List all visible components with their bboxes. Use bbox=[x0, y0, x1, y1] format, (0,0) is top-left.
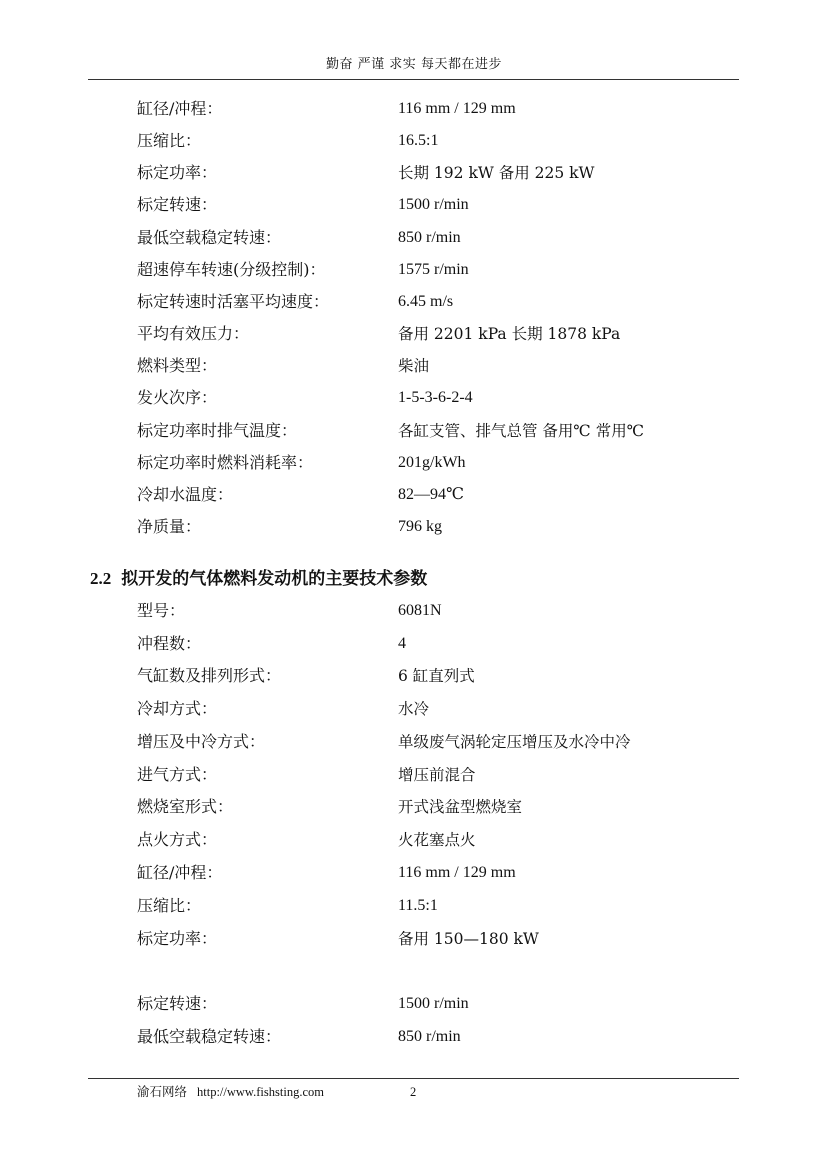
spec-label: 标定功率时排气温度： bbox=[137, 420, 298, 440]
spec-label: 冷却方式： bbox=[137, 699, 218, 718]
spec-row bbox=[0, 696, 827, 722]
spec-row bbox=[0, 794, 827, 820]
spec-row bbox=[0, 991, 827, 1017]
spec-value: 796 kg bbox=[398, 517, 442, 535]
spec-value: 开式浅盆型燃烧室 bbox=[398, 798, 523, 816]
spec-value: 116 mm / 129 mm bbox=[398, 100, 516, 117]
spec-value: 4 bbox=[398, 634, 406, 652]
spec-row bbox=[0, 827, 827, 853]
spec-label: 型号： bbox=[137, 601, 186, 620]
page-header-motto: 勤奋 严谨 求实 每天都在进步 bbox=[326, 57, 502, 72]
section-title-text: 拟开发的气体燃料发动机的主要技术参数 bbox=[121, 569, 428, 589]
spec-label: 气缸数及排列形式： bbox=[137, 666, 282, 685]
spec-label: 压缩比： bbox=[137, 895, 202, 915]
spec-label: 净质量： bbox=[137, 516, 202, 536]
page-footer bbox=[137, 1083, 324, 1101]
spec-row bbox=[0, 385, 827, 411]
spec-row bbox=[0, 353, 827, 379]
spec-label: 燃料类型： bbox=[137, 356, 218, 376]
spec-label: 冷却水温度： bbox=[137, 484, 234, 504]
spec-value: 1575 r/min bbox=[398, 260, 469, 278]
spec-row bbox=[0, 598, 827, 624]
footer-divider bbox=[88, 1078, 739, 1079]
spec-row bbox=[0, 514, 827, 540]
spec-row bbox=[0, 289, 827, 315]
spec-value: 6081N bbox=[398, 602, 442, 619]
spec-label: 超速停车转速(分级控制)： bbox=[137, 259, 326, 279]
spec-value: 1-5-3-6-2-4 bbox=[398, 389, 473, 407]
spec-value: 201g/kWh bbox=[398, 453, 466, 471]
spec-value: 16.5:1 bbox=[398, 132, 439, 150]
spec-value: 116 mm / 129 mm bbox=[398, 864, 516, 881]
spec-row bbox=[0, 926, 827, 952]
spec-label: 增压及中冷方式： bbox=[137, 731, 266, 751]
spec-value: 11.5:1 bbox=[398, 896, 438, 914]
spec-value: 火花塞点火 bbox=[398, 831, 476, 849]
spec-value: 增压前混合 bbox=[398, 765, 476, 784]
spec-row bbox=[0, 418, 827, 444]
spec-label: 标定转速时活塞平均速度： bbox=[137, 291, 330, 311]
spec-row bbox=[0, 860, 827, 886]
spec-label: 发火次序： bbox=[137, 388, 218, 408]
spec-value: 长期 192 kW 备用 225 kW bbox=[398, 164, 595, 183]
spec-row bbox=[0, 96, 827, 122]
spec-row bbox=[0, 729, 827, 755]
section-number: 2.2 bbox=[90, 569, 112, 588]
spec-value: 1500 r/min bbox=[398, 196, 469, 214]
spec-value: 水冷 bbox=[398, 700, 430, 718]
spec-value: 6.45 m/s bbox=[398, 292, 454, 310]
spec-label: 点火方式： bbox=[137, 830, 218, 849]
spec-label: 标定转速： bbox=[137, 994, 218, 1013]
spec-value: 柴油 bbox=[398, 357, 430, 376]
spec-row bbox=[0, 450, 827, 476]
page-number: 2 bbox=[410, 1085, 417, 1099]
spec-label: 压缩比： bbox=[137, 131, 202, 151]
spec-label: 标定功率时燃料消耗率： bbox=[137, 452, 314, 472]
spec-row bbox=[0, 160, 827, 186]
spec-row bbox=[0, 192, 827, 218]
spec-row bbox=[0, 893, 827, 919]
spec-value: 备用 150—180 kW bbox=[398, 929, 539, 948]
header-divider bbox=[88, 79, 739, 80]
spec-label: 缸径/冲程： bbox=[137, 99, 223, 118]
spec-label: 标定转速： bbox=[137, 195, 218, 215]
spec-row bbox=[0, 762, 827, 788]
spec-row bbox=[0, 663, 827, 689]
spec-row bbox=[0, 257, 827, 283]
spec-value: 备用 2201 kPa 长期 1878 kPa bbox=[398, 325, 621, 344]
spec-label: 最低空载稳定转速： bbox=[137, 1027, 282, 1046]
spec-row bbox=[0, 128, 827, 154]
spec-row bbox=[0, 225, 827, 251]
spec-label: 最低空载稳定转速： bbox=[137, 227, 282, 247]
spec-label: 缸径/冲程： bbox=[137, 863, 223, 882]
footer-url: http://www.fishsting.com bbox=[197, 1085, 324, 1099]
spec-value: 单级废气涡轮定压增压及水冷中冷 bbox=[398, 732, 631, 751]
section-heading bbox=[90, 566, 427, 592]
spec-value: 1500 r/min bbox=[398, 995, 469, 1012]
spec-value: 82—94℃ bbox=[398, 485, 464, 503]
spec-value: 850 r/min bbox=[398, 1028, 461, 1045]
spec-row bbox=[0, 482, 827, 508]
footer-company: 渝石网络 bbox=[137, 1084, 188, 1099]
spec-row bbox=[0, 1024, 827, 1050]
spec-value: 各缸支管、排气总管 备用℃ 常用℃ bbox=[398, 421, 645, 440]
spec-row bbox=[0, 321, 827, 347]
spec-label: 冲程数： bbox=[137, 633, 202, 653]
spec-label: 进气方式： bbox=[137, 764, 218, 784]
spec-label: 标定功率： bbox=[137, 163, 218, 183]
spec-label: 平均有效压力： bbox=[137, 324, 250, 344]
spec-value: 6 缸直列式 bbox=[398, 667, 475, 685]
spec-label: 标定功率： bbox=[137, 928, 218, 948]
spec-value: 850 r/min bbox=[398, 228, 461, 246]
spec-row bbox=[0, 631, 827, 657]
spec-label: 燃烧室形式： bbox=[137, 797, 234, 816]
